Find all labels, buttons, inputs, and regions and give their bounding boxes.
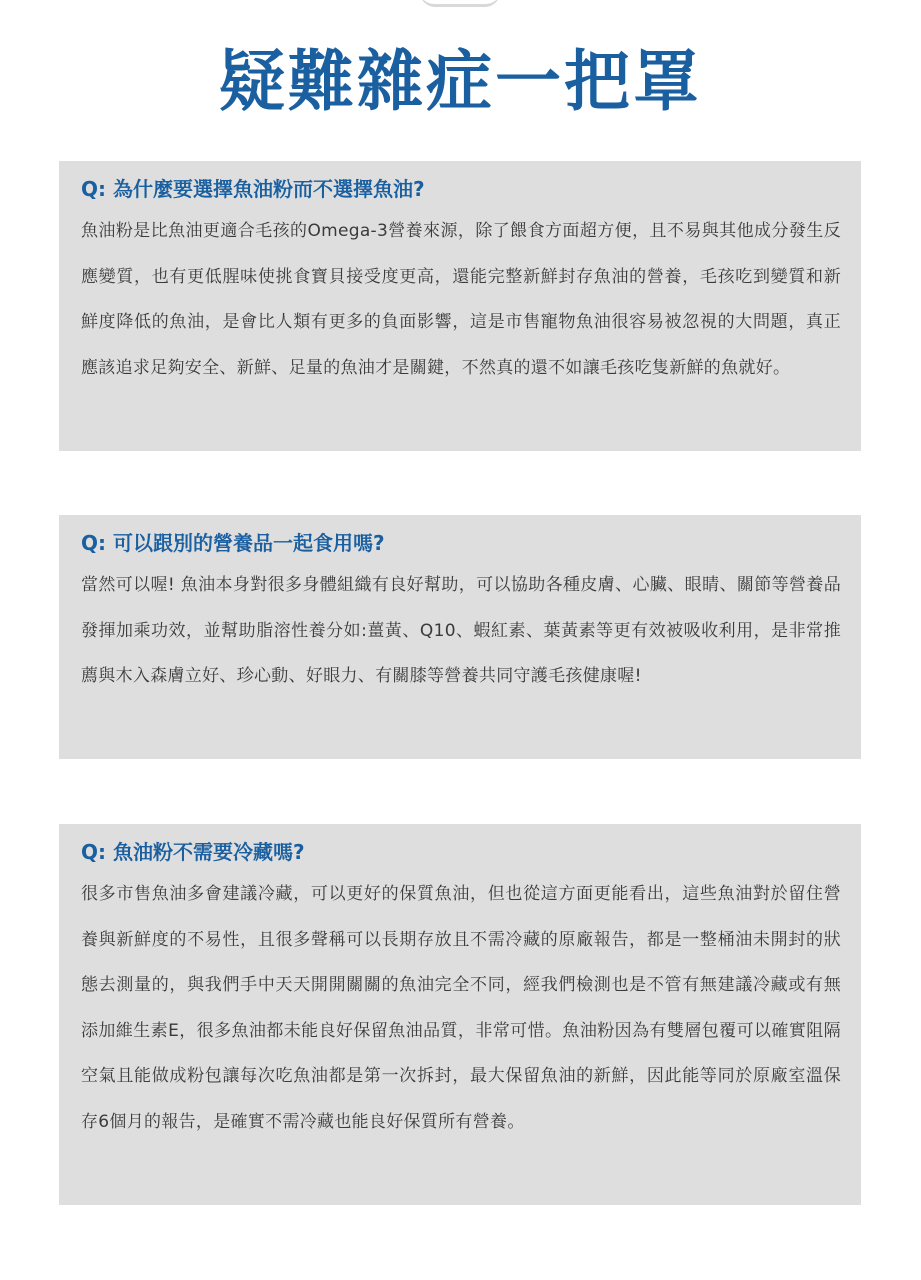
page-title: 疑難雜症一把罩 [219,43,702,120]
faq-answer-2: 當然可以喔! 魚油本身對很多身體組織有良好幫助，可以協助各種皮膚、心臟、眼睛、關節等營養品發揮加乘功效，並幫助脂溶性養分如:薑黃、Q10、蝦紅素、葉黃素等更有效被吸收利用，是非常推薦與木入森膚立好、珍心動、好眼力、有關膝等營養共同守護毛孩健康喔! [81,575,841,686]
top-decorative-arc [420,0,500,7]
faq-question-3: Q: 魚油粉不需要冷藏嗎? [81,840,305,864]
faq-card-2 [59,515,861,759]
faq-question-1: Q: 為什麼要選擇魚油粉而不選擇魚油? [81,177,425,201]
faq-question-2: Q: 可以跟別的營養品一起食用嗎? [81,531,385,555]
faq-answer-3: 很多市售魚油多會建議冷藏，可以更好的保質魚油，但也從這方面更能看出，這些魚油對於留住營養與新鮮度的不易性，且很多聲稱可以長期存放且不需冷藏的原廠報告，都是一整桶油未開封的狀態去測量的，與我們手中天天開開關關的魚油完全不同，經我們檢測也是不管有無建議冷藏或有無添加維生素E，很多魚油都未能良好保留魚油品質，非常可惜。魚油粉因為有雙層包覆可以確實阻隔空氣且能做成粉包讓每次吃魚油都是第一次拆封，最大保留魚油的新鮮，因此能等同於原廠室溫保存6個月的報告，是確實不需冷藏也能良好保質所有營養。 [81,884,841,1132]
faq-card-1 [59,161,861,451]
faq-card-3 [59,824,861,1205]
faq-answer-1: 魚油粉是比魚油更適合毛孩的Omega-3營養來源，除了餵食方面超方便，且不易與其他成分發生反應變質，也有更低腥味使挑食寶貝接受度更高，還能完整新鮮封存魚油的營養，毛孩吃到變質和新鮮度降低的魚油，是會比人類有更多的負面影響，這是市售寵物魚油很容易被忽視的大問題，真正應該追求足夠安全、新鮮、足量的魚油才是關鍵，不然真的還不如讓毛孩吃隻新鮮的魚就好。 [81,221,841,378]
